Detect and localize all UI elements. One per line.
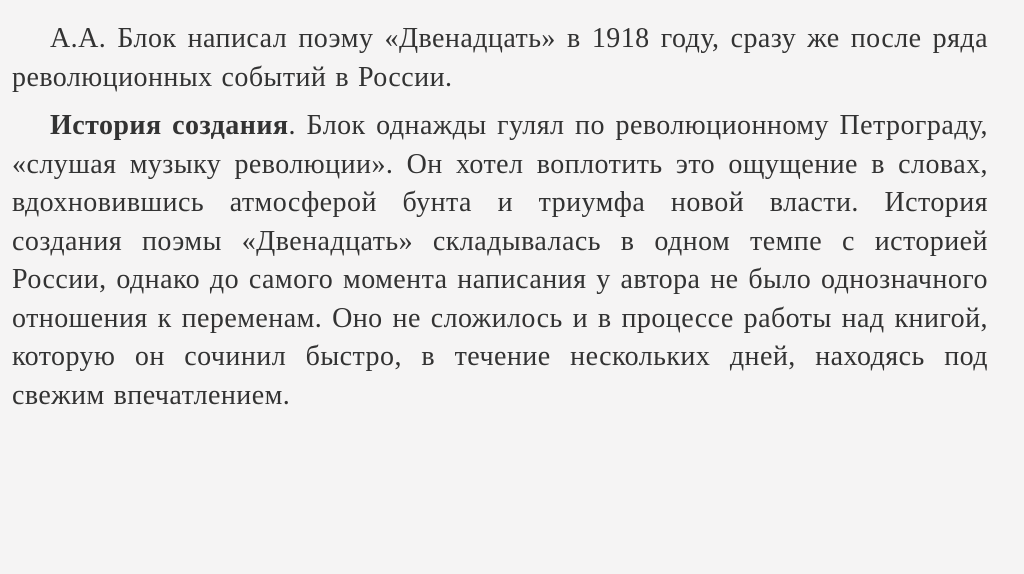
intro-paragraph (12, 20, 988, 97)
history-heading: История создания (50, 110, 289, 141)
text-block (12, 20, 988, 415)
history-text: . Блок однажды гулял по революционному Петрограду, «слушая музыку революции». Он хотел воплотить это ощущение в словах, вдохновившись атмосферой бунта и триумфа новой власти. История создания поэмы «Двенадцать» складывалась в одном темпе с историей России, однако до самого момента написания у автора не было однозначного отношения к переменам. Оно не сложилось и в процессе работы над книгой, которую он сочинил быстро, в течение нескольких дней, находясь под свежим впечатлением. (12, 110, 988, 411)
intro-text: А.А. Блок написал поэму «Двенадцать» в 1918 году, сразу же после ряда революционных событий в России. (12, 23, 988, 93)
history-paragraph (12, 107, 988, 415)
